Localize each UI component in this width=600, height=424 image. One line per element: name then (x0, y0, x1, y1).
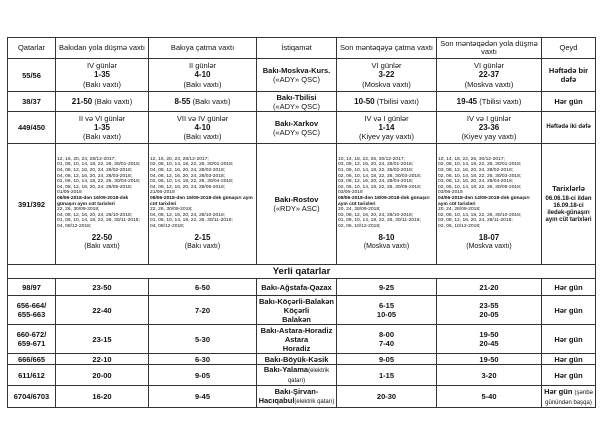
fin-dep-time: 3-20 (437, 365, 542, 386)
dep-dates-cell (56, 144, 149, 265)
date-line: 02, 06, 10, 14, 18, 22, 26, 30/05-2018; (438, 184, 522, 190)
note: Hər gün (544, 386, 573, 396)
time: 19-50 (479, 330, 499, 339)
time: 22-50 (91, 232, 113, 242)
time: 2-15 (194, 232, 211, 242)
date-line: 01, 06, 10, 14, 18, 22, 26, 30/01-2018; (57, 162, 141, 168)
timezone: (Bakı vaxtı) (83, 79, 121, 89)
date-list (438, 157, 540, 196)
date-line: 03/06-2018 (338, 190, 363, 196)
date-line: 02, 06, 10, 14, 18, 22, 26, 30/01-2018; (150, 162, 234, 168)
daily-range: 08/06-2018-dən 18/09-2018-dək günaşırı ayın cüt tarixləri (338, 196, 430, 207)
time: 3-22 (378, 70, 395, 80)
time: 10-05 (376, 310, 397, 319)
timezone: (Bakı vaxtı) (94, 96, 133, 106)
arr-time: 5-30 (149, 325, 257, 354)
train-number: 391/392 (8, 144, 56, 265)
date-line: 12, 16, 20, 24, 28/12-2017; (150, 156, 209, 162)
stop: Astara (284, 334, 309, 344)
date-list (438, 207, 540, 229)
header-direction: İstiqamət (257, 38, 337, 59)
date-line: 02, 06, 10/12-2018; (438, 224, 481, 230)
timezone: (Tbilisi vaxtı) (479, 96, 522, 106)
arr-time: 6-50 (149, 279, 257, 296)
operator: («RDY» ASC) (273, 204, 320, 213)
note: Hər gün (542, 354, 596, 365)
time: 20-45 (479, 339, 499, 348)
arr-dates-cell (149, 144, 257, 265)
table-row (8, 59, 596, 92)
train-number: 38/37 (8, 92, 56, 112)
direction: Bakı-Rostov (274, 195, 319, 204)
days: IV və I günlər (466, 113, 512, 123)
local-section-row (8, 265, 596, 279)
date-line: 20, 24, 28/09-2018; (338, 207, 381, 213)
date-line: 01, 06, 10, 14, 18, 22, 26, 30/11-2018; (57, 218, 140, 224)
dep-time: 16-20 (56, 386, 149, 408)
operator: («ADY» QSC) (272, 101, 321, 111)
days: II və VI günlər (78, 113, 126, 123)
train-number: 660-672/ 659-671 (8, 325, 56, 354)
header-depart-baku: Bakıdan yola düşmə vaxtı (56, 38, 149, 59)
time: 10-50 (354, 96, 375, 106)
timezone: (Tbilisi vaxtı) (376, 96, 419, 106)
local-trains-title: Yerli qatarlar (8, 265, 596, 279)
note: Həftədə iki dəfə (542, 112, 596, 144)
direction: Bakı-Moskva-Kurs. (262, 66, 331, 75)
direction: Bakı-Astara-Horadiz (260, 325, 333, 335)
arr-time: 7-20 (149, 296, 257, 325)
dep-time: 20-00 (56, 365, 149, 386)
direction: Bakı-Yalama (263, 365, 309, 374)
date-list (338, 207, 435, 229)
time: 8-55 (174, 96, 191, 106)
direction: Bakı-Tbilisi (276, 92, 317, 102)
date-line: 04, 08, 12, 16, 20, 24, 28/03-2018; (57, 173, 133, 179)
direction: Bakı-Köçərli-Balakən (258, 296, 335, 306)
direction-note: (elektrik qatarı) (287, 368, 330, 384)
header-row (8, 38, 596, 59)
date-line: 02, 06, 10, 14, 18, 22, 26, 30/10-2018; (438, 212, 522, 218)
date-line: 10, 14, 18, 22, 26, 30/12-2017; (338, 156, 405, 162)
dep-time: 22-40 (56, 296, 149, 325)
date-line: 22, 26, 30/09-2018; (150, 207, 193, 213)
note-body: 06.06.18-ci ildən 16.09.18-ci iledək-günaşırı ayın cüt tarixləri (545, 196, 592, 223)
time: 18-07 (478, 232, 500, 242)
note-title: Tarixlərlə (552, 184, 585, 194)
table-row (8, 92, 596, 112)
timezone: (Moskva vaxtı) (466, 243, 512, 251)
header-depart-final: Son məntəqədən yola düşmə vaxtı (437, 38, 542, 59)
operator: («ADY» QSC) (272, 127, 321, 137)
operator: («ADY» QSC) (272, 75, 321, 84)
fin-dep-time: 19-50 (437, 354, 542, 365)
note: Hər gün (542, 365, 596, 386)
time: 8-00 (378, 330, 394, 339)
timezone: (Kiyev yay vaxtı) (358, 132, 414, 142)
stop: Köçərli (283, 305, 310, 315)
time: 23-36 (478, 122, 500, 132)
date-line: 01/06-2018 (57, 190, 82, 196)
table-row (8, 365, 596, 386)
note: Hər gün (542, 325, 596, 354)
direction: Bakı-Ağstafa-Qazax (257, 279, 337, 296)
date-line: 04, 08/12-2018; (57, 224, 92, 230)
timezone: (Bakı vaxtı) (183, 132, 222, 142)
date-line: 04, 08, 12, 16, 20, 24, 28/05-2018; (150, 184, 226, 190)
date-line: 02, 06, 10/12-2018; (338, 224, 381, 230)
train-schedule-table (7, 37, 596, 408)
date-line: 02, 06, 10, 14, 18, 22, 26, 30/03-2018; (338, 173, 422, 179)
date-line: 01, 06, 10, 14, 18, 22, 26, 30/04-2018; (57, 179, 141, 185)
dep-time: 22-10 (56, 354, 149, 365)
train-number: 666/665 (8, 354, 56, 365)
timezone: (Kiyev yay vaxtı) (461, 132, 517, 142)
timezone: (Moskva vaxtı) (464, 79, 514, 89)
arr-time: 9-05 (149, 365, 257, 386)
arr-time: 9-45 (149, 386, 257, 408)
direction: Bakı-Xarkov (274, 118, 319, 128)
time: 21-50 (71, 96, 93, 106)
timezone: (Bakı vaxtı) (84, 243, 120, 251)
note-detail: (şənbə günündən başqa) (545, 389, 593, 406)
time: 8-10 (378, 232, 395, 242)
date-list (150, 207, 255, 229)
table-row (8, 112, 596, 144)
time: 4-10 (194, 122, 211, 132)
date-line: 01, 06, 10, 14, 18, 22, 26, 30/11-2018; (338, 218, 421, 224)
daily-range: 06/06-2018-dən 16/09-2018-dək günaşırı ayın cüt tarixləri (57, 196, 129, 207)
header-note: Qeyd (542, 38, 596, 59)
days: VI günlər (371, 61, 402, 71)
time: 1-35 (93, 122, 110, 132)
date-line: 04, 08, 12, 16, 20, 24, 28/10-2018; (57, 212, 133, 218)
note: Hər gün (542, 279, 596, 296)
date-list (57, 157, 147, 196)
days: II günlər (188, 61, 217, 71)
train-number: 656-664/ 655-663 (8, 296, 56, 325)
time: 23-55 (479, 301, 499, 310)
dep-time: 23-50 (56, 279, 149, 296)
table-row (8, 296, 596, 325)
direction-note: (elektrik qatarı) (294, 399, 335, 405)
fin-arr-time: 9-25 (337, 279, 437, 296)
train-number: 611/612 (8, 365, 56, 386)
time: 1-35 (93, 70, 110, 80)
date-line: 04, 08, 12, 16, 20, 24, 28/02-2018; (57, 168, 133, 174)
days: IV və I günlər (364, 113, 409, 123)
date-line: 12, 16, 20, 24, 28/12-2017; (57, 156, 116, 162)
date-line: 22, 26, 30/09-2018; (57, 207, 100, 213)
arr-time: 6-30 (149, 354, 257, 365)
time: 1-14 (378, 122, 395, 132)
time: 20-05 (479, 310, 499, 319)
date-list (150, 157, 255, 196)
date-line: 02, 06, 10, 14, 18, 22, 26, 30/03-2018; (438, 173, 522, 179)
date-line: 03, 08, 12, 16, 20, 24, 28/10-2018; (338, 212, 414, 218)
note: Həftədə bir dəfə (542, 59, 596, 92)
table-row-rostov (8, 144, 596, 265)
date-line: 03, 08, 12, 16, 20, 24, 28/01-2018; (338, 162, 414, 168)
fin-dep-dates-cell (437, 144, 542, 265)
time: 22-37 (478, 70, 500, 80)
train-number: 449/450 (8, 112, 56, 144)
time: 4-10 (194, 70, 211, 80)
fin-dep-time: 5-40 (437, 386, 542, 408)
date-line: 02, 06, 10, 14, 18, 22, 26, 30/01-2018; (438, 162, 522, 168)
table-row (8, 354, 596, 365)
fin-arr-dates-cell (337, 144, 437, 265)
fin-arr-time: 9-05 (337, 354, 437, 365)
time: 7-40 (378, 339, 394, 348)
fin-arr-time: 1-15 (337, 365, 437, 386)
fin-arr-time: 20-30 (337, 386, 437, 408)
date-list (338, 157, 435, 196)
timezone: (Moskva vaxtı) (362, 79, 411, 89)
date-line: 21/06-2018 (150, 190, 175, 196)
table-row (8, 325, 596, 354)
date-line: 03, 08, 12, 16, 20, 24, 28/04-2018; (338, 179, 414, 185)
schedule-table-wrap (7, 37, 595, 408)
note: Hər gün (542, 92, 596, 112)
header-arrive-final: Son məntəqəyə çatma vaxtı (337, 38, 437, 59)
timezone: (Bakı vaxtı) (183, 79, 222, 89)
date-line: 03/06-2018 (438, 190, 463, 196)
date-line: 02, 06, 10, 14, 18, 22, 26, 30/04-2018; (150, 179, 234, 185)
train-number: 55/56 (8, 59, 56, 92)
date-line: 03, 08, 12, 16, 20, 24, 28/02-2018; (438, 168, 514, 174)
dep-time: 23-15 (56, 325, 149, 354)
date-line: 04, 08, 12, 16, 20, 24, 28/05-2018; (57, 184, 133, 190)
date-line: 04, 08, 12, 16, 20, 24, 28/02-2018; (150, 168, 226, 174)
train-number: 98/97 (8, 279, 56, 296)
date-line: 02, 06, 10, 14, 18, 22, 26, 30/05-2018; (338, 184, 422, 190)
time: 6-15 (378, 301, 394, 310)
header-arrive-baku: Bakıya çatma vaxtı (149, 38, 257, 59)
timezone: (Moskva vaxtı) (363, 243, 410, 251)
days: VII və IV günlər (176, 113, 229, 123)
time: 19-45 (456, 96, 478, 106)
date-line: 01, 06, 10, 14, 18, 22, 26, 30/11-2018; (150, 218, 233, 224)
header-trains: Qatarlar (8, 38, 56, 59)
table-row (8, 386, 596, 408)
stop: Balakən (282, 314, 311, 324)
train-number: 6704/6703 (8, 386, 56, 408)
daily-range: 08/06-2018-dən 16/09-2018-dək günaşırı ayın cüt tarixləri (150, 196, 253, 207)
date-line: 03, 08, 12, 16, 20, 24, 28/11-2018; (438, 218, 513, 224)
stop: Horadiz (282, 343, 311, 353)
direction: Bakı-Böyük-Kəsik (257, 354, 337, 365)
date-line: 03, 08, 12, 16, 20, 24, 28/04-2018; (438, 179, 514, 185)
note: Hər gün (542, 296, 596, 325)
date-line: 04, 08, 12, 16, 20, 24, 28/03-2018; (150, 173, 226, 179)
date-line: 04, 08/12-2018; (150, 224, 185, 230)
timezone: (Bakı vaxtı) (192, 96, 231, 106)
timezone: (Bakı vaxtı) (184, 243, 221, 251)
fin-dep-time: 21-20 (437, 279, 542, 296)
daily-range: 04/06-2018-dən 14/09-2018-dək günaşırı ayın cüt tarixləri (438, 196, 530, 207)
date-line: 04, 08, 12, 16, 20, 24, 28/10-2018; (150, 212, 226, 218)
date-list (57, 207, 147, 229)
direction: Bakı-Şirvan-Hacıqabul (258, 387, 319, 405)
table-row (8, 279, 596, 296)
date-line: 01, 06, 10, 14, 18, 22, 26/02-2018; (338, 168, 414, 174)
date-line: 20, 24, 28/09-2018; (438, 207, 481, 213)
days: IV günlər (86, 61, 118, 71)
days: VI günlər (473, 61, 505, 71)
timezone: (Bakı vaxtı) (83, 132, 121, 142)
date-line: 10, 14, 18, 22, 26, 30/12-2017; (438, 156, 505, 162)
